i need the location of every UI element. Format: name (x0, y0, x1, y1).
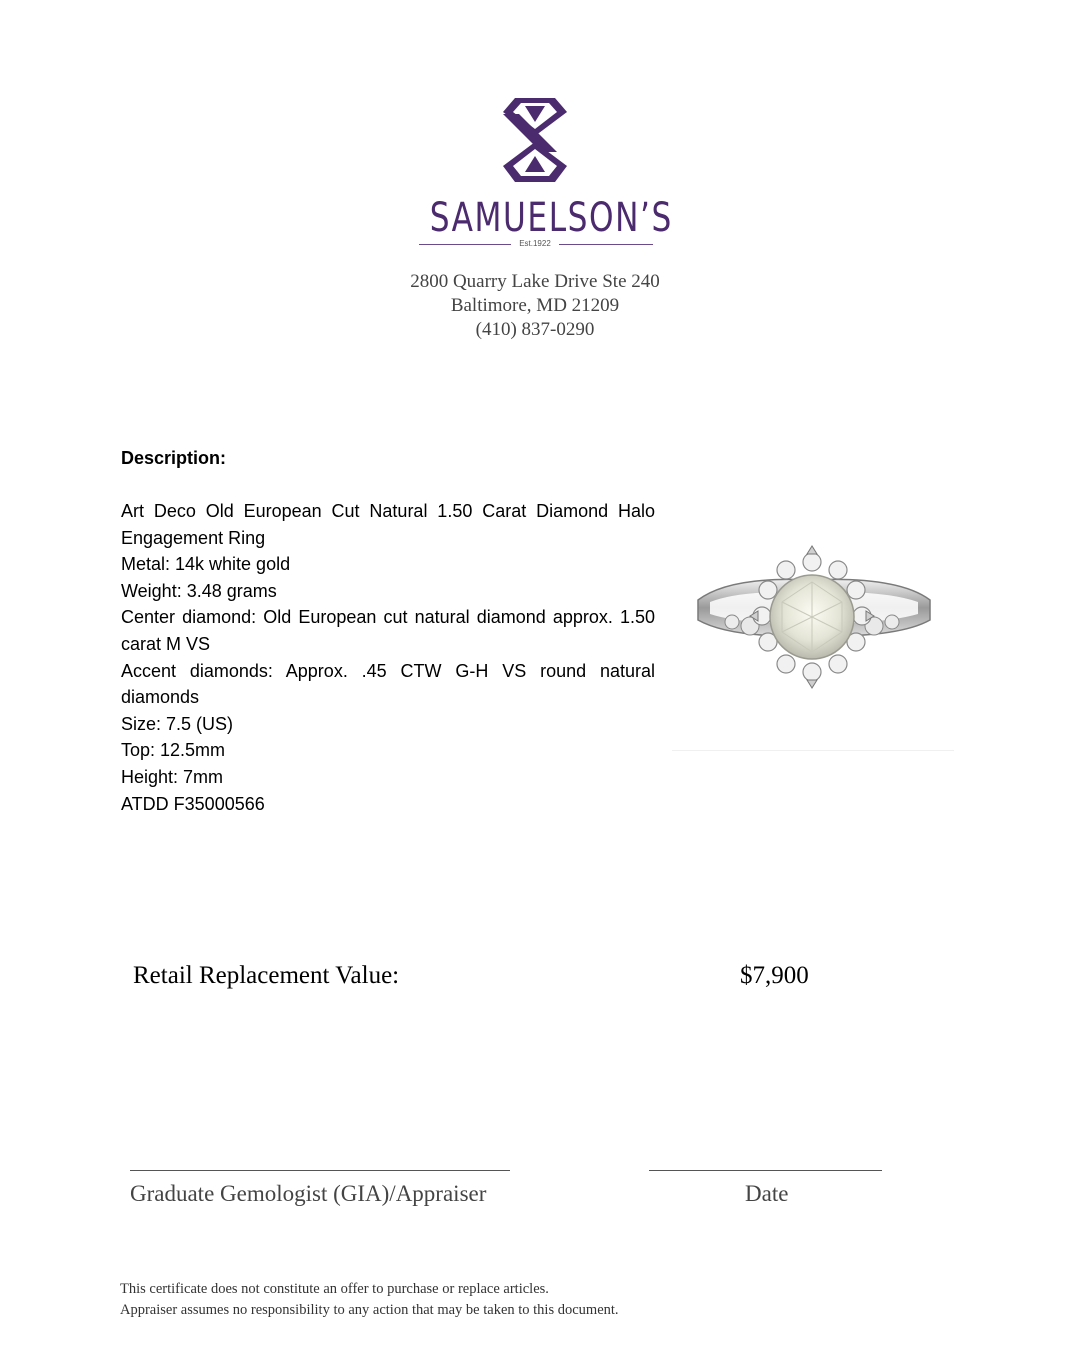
description-height: Height: 7mm (121, 766, 224, 787)
description-sku: ATDD F35000566 (121, 793, 265, 814)
description-size: Size: 7.5 (US) (121, 713, 234, 734)
retail-value-label: Retail Replacement Value: (133, 962, 400, 989)
description-title: Art Deco Old European Cut Natural 1.50 Carat Diamond Halo Engagement Ring (121, 501, 655, 548)
brand-divider-left (419, 244, 511, 245)
disclaimer-line-2: Appraiser assumes no responsibility to any action that may be taken to this document. (120, 1302, 619, 1318)
image-divider (672, 750, 954, 751)
ring-photo (670, 540, 954, 720)
retail-value-amount: $7,900 (740, 962, 809, 989)
address-city: Baltimore, MD 21209 (450, 295, 620, 316)
description-center-diamond: Center diamond: Old European cut natural diamond approx. 1.50 carat M VS (121, 607, 655, 654)
address-street: 2800 Quarry Lake Drive Ste 240 (410, 271, 660, 292)
description-heading: Description: (121, 448, 227, 468)
description-accent-diamonds: Accent diamonds: Approx. .45 CTW G-H VS round natural diamonds (121, 660, 655, 708)
date-label: Date (745, 1181, 789, 1206)
address-phone: (410) 837-0290 (475, 319, 595, 340)
appraiser-signature-line (130, 1170, 510, 1171)
date-signature-line (649, 1170, 882, 1171)
brand-established: Est.1922 (519, 239, 551, 248)
description-body (121, 498, 655, 817)
brand-name: SAMUELSON’S (429, 195, 673, 241)
brand-divider-right (559, 244, 653, 245)
description-weight: Weight: 3.48 grams (121, 580, 277, 601)
appraiser-label: Graduate Gemologist (GIA)/Appraiser (130, 1181, 487, 1206)
description-metal: Metal: 14k white gold (121, 554, 291, 575)
disclaimer-line-1: This certificate does not constitute an offer to purchase or replace articles. (120, 1281, 549, 1297)
samuelsons-logo-icon (495, 92, 575, 190)
description-top: Top: 12.5mm (121, 740, 226, 761)
